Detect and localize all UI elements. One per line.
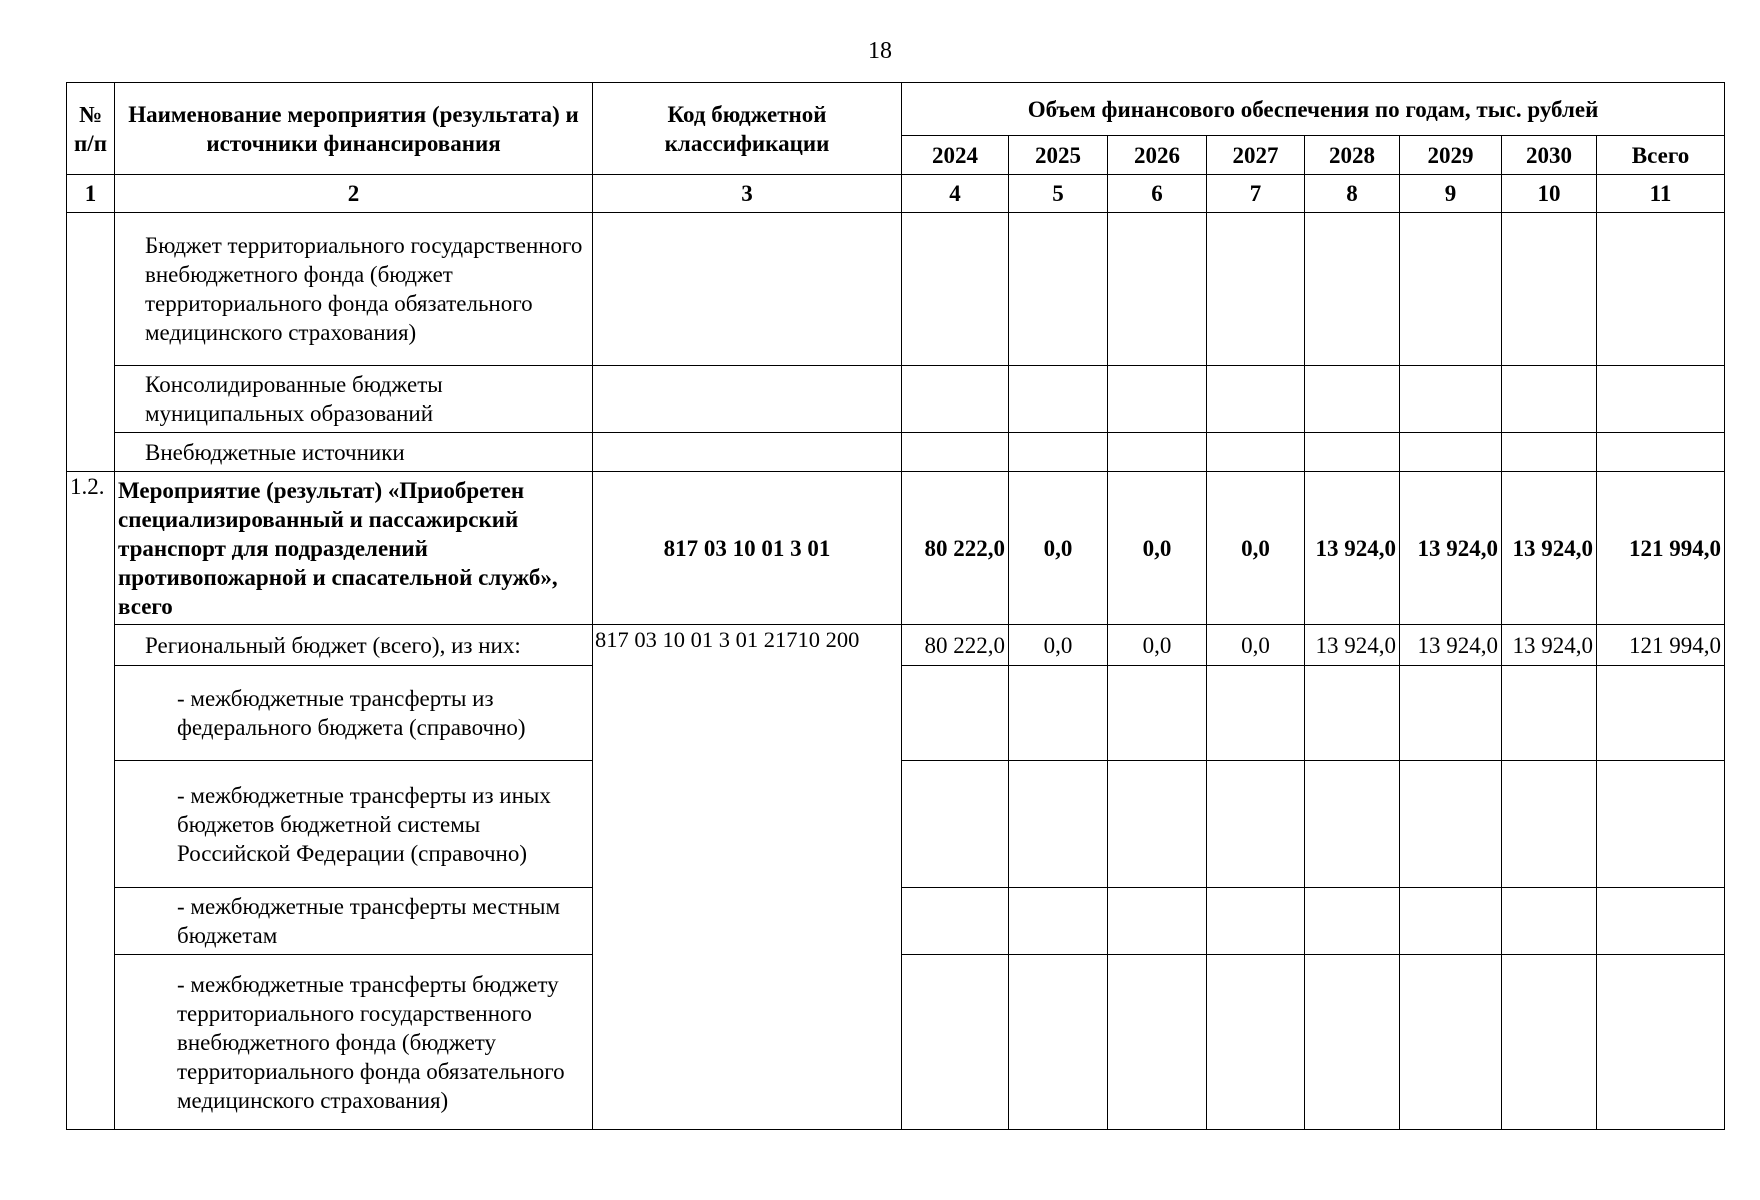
page-number: 18 [868,38,892,64]
financing-table [66,82,1725,1130]
header-year: 2028 [1305,136,1400,175]
value-cell: 80 222,0 [902,625,1009,666]
row-name: - межбюджетные трансферты бюджету территориального государственного внебюджетного фонда (бюджету территориального фонда обязательного медицинского страхования) [115,955,593,1130]
column-number: 7 [1207,175,1305,213]
row-name: Бюджет территориального государственного внебюджетного фонда (бюджет территориального фонда обязательного медицинского страхования) [115,213,593,366]
column-number: 6 [1108,175,1207,213]
header-row [67,83,1725,136]
row-code: 817 03 10 01 3 01 [593,472,902,625]
header-volume: Объем финансового обеспечения по годам, тыс. рублей [902,83,1725,136]
header-year: 2029 [1400,136,1502,175]
value-cell: 0,0 [1009,472,1108,625]
value-cell: 13 924,0 [1400,472,1502,625]
header-num: № п/п [67,83,115,175]
table-row [67,472,1725,625]
value-cell: 0,0 [1207,625,1305,666]
header-year: 2024 [902,136,1009,175]
value-cell: 121 994,0 [1597,472,1725,625]
header-code: Код бюджетной классификации [593,83,902,175]
column-number: 1 [67,175,115,213]
value-cell: 13 924,0 [1502,472,1597,625]
row-index-empty [67,213,115,472]
header-year: 2025 [1009,136,1108,175]
table-row [67,433,1725,472]
column-number: 10 [1502,175,1597,213]
column-number: 4 [902,175,1009,213]
row-name: - межбюджетные трансферты из иных бюджетов бюджетной системы Российской Федерации (справочно) [115,761,593,888]
value-cell: 0,0 [1009,625,1108,666]
column-number: 9 [1400,175,1502,213]
header-year: 2027 [1207,136,1305,175]
header-year: 2030 [1502,136,1597,175]
value-cell: 13 924,0 [1305,625,1400,666]
header-name: Наименование мероприятия (результата) и источники финансирования [115,83,593,175]
row-name: - межбюджетные трансферты местным бюджетам [115,888,593,955]
row-name: Мероприятие (результат) «Приобретен специализированный и пассажирский транспорт для подразделений противопожарной и спасательной служб», всего [115,472,593,625]
column-number: 3 [593,175,902,213]
value-cell: 13 924,0 [1502,625,1597,666]
row-name: Консолидированные бюджеты муниципальных образований [115,366,593,433]
column-number: 5 [1009,175,1108,213]
value-cell: 121 994,0 [1597,625,1725,666]
column-number: 8 [1305,175,1400,213]
column-number: 2 [115,175,593,213]
row-name: Внебюджетные источники [115,433,593,472]
header-year: 2026 [1108,136,1207,175]
row-code: 817 03 10 01 3 01 21710 200 [593,625,902,1130]
table-row [67,625,1725,666]
row-name: Региональный бюджет (всего), из них: [115,625,593,666]
column-numbers-row [67,175,1725,213]
header-total: Всего [1597,136,1725,175]
row-index: 1.2. [67,472,115,1130]
value-cell: 80 222,0 [902,472,1009,625]
value-cell: 0,0 [1108,472,1207,625]
table-row [67,366,1725,433]
value-cell: 0,0 [1108,625,1207,666]
value-cell: 13 924,0 [1305,472,1400,625]
column-number: 11 [1597,175,1725,213]
value-cell: 0,0 [1207,472,1305,625]
value-cell: 13 924,0 [1400,625,1502,666]
row-name: - межбюджетные трансферты из федерального бюджета (справочно) [115,666,593,761]
table-row [67,213,1725,366]
